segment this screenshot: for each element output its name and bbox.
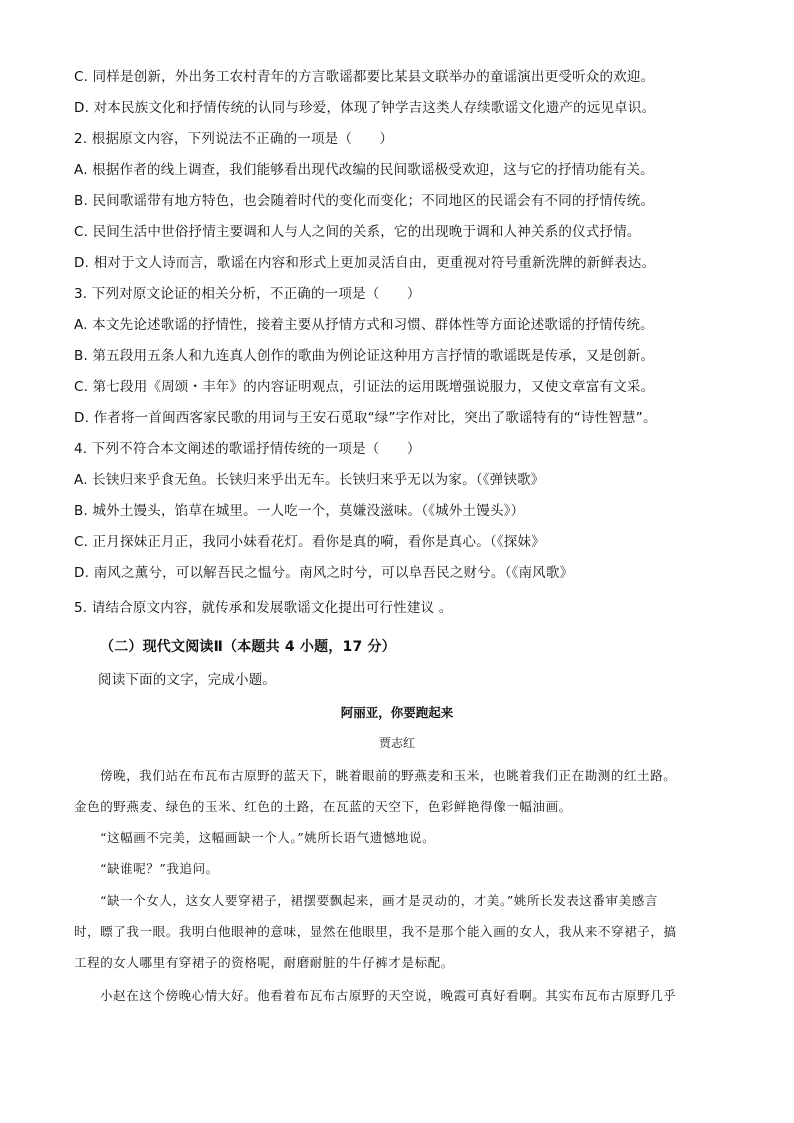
story-paragraph-1-line-2: 金色的野燕麦、绿色的玉米、红色的土路，在瓦蓝的天空下，色彩鲜艳得像一幅油画。 [74,799,572,814]
section-heading: （二）现代文阅读Ⅱ（本题共 4 小题，17 分） [100,639,396,655]
story-paragraph-4-line-1: “缺一个女人，这女人要穿裙子，裙摆要飘起来，画才是灵动的，才美。”姚所长发表这番审美感言 [100,893,658,908]
story-author: 贾志红 [378,736,415,750]
option-d-q1: D. 对本民族文化和抒情传统的认同与珍爱，体现了钟学吉这类人存续歌谣文化遗产的远见卓识。 [74,100,656,116]
story-paragraph-4-line-2: 时，瞟了我一眼。我明白他眼神的意味，显然在他眼里，我不是那个能入画的女人，我从来不穿裙子，搞 [74,924,677,939]
option-d-q2: D. 相对于文人诗而言，歌谣在内容和形式上更加灵活自由，更重视对符号重新洗牌的新鲜表达。 [74,255,656,271]
option-b-q4: B. 城外土馒头，馅草在城里。一人吃一个，莫嫌没滋味。（《城外土馒头》） [74,503,525,519]
story-title: 阿丽亚，你要跑起来 [340,705,454,720]
story-paragraph-4-line-3: 工程的女人哪里有穿裙子的资格呢，耐磨耐脏的牛仔裤才是标配。 [74,955,454,970]
question-3: 3. 下列对原文论证的相关分析，不正确的一项是（ ） [74,286,421,302]
option-c-q1: C. 同样是创新，外出务工农村青年的方言歌谣都要比某县文联举办的童谣演出更受听众的欢迎。 [74,69,655,85]
story-paragraph-3: “缺谁呢？”我追问。 [100,861,219,876]
option-b-q2: B. 民间歌谣带有地方特色，也会随着时代的变化而变化；不同地区的民谣会有不同的抒情传统。 [74,193,655,209]
option-d-q3: D. 作者将一首闽西客家民歌的用词与王安石觅取“绿”字作对比，突出了歌谣特有的“诗性智慧”。 [74,410,657,426]
option-c-q4: C. 正月探妹正月正，我同小妹看花灯。看你是真的嗬，看你是真心。（《探妹》 [74,534,545,550]
option-a-q2: A. 根据作者的线上调查，我们能够看出现代改编的民间歌谣极受欢迎，这与它的抒情功能有关。 [74,162,654,178]
option-c-q2: C. 民间生活中世俗抒情主要调和人与人之间的关系，它的出现晚于调和人神关系的仪式抒情。 [74,224,641,240]
question-4: 4. 下列不符合本文阐述的歌谣抒情传统的一项是（ ） [74,441,421,457]
option-c-q3: C. 第七段用《周颂・丰年》的内容证明观点，引证法的运用既增强说服力，又使文章富有文采。 [74,379,655,395]
story-paragraph-1-line-1: 傍晚，我们站在布瓦布古原野的蓝天下，眺着眼前的野燕麦和玉米，也眺着我们正在勘测的红土路。 [100,768,677,783]
option-a-q3: A. 本文先论述歌谣的抒情性，接着主要从抒情方式和习惯、群体性等方面论述歌谣的抒情传统。 [74,317,654,333]
option-d-q4: D. 南风之薰兮，可以解吾民之愠兮。南风之时兮，可以阜吾民之财兮。（《南风歌》 [74,565,574,581]
story-paragraph-5-line-1: 小赵在这个傍晚心情大好。他看着布瓦布古原野的天空说，晚霞可真好看啊。其实布瓦布古原野几乎 [100,988,677,1003]
question-2: 2. 根据原文内容，下列说法不正确的一项是（ ） [74,131,394,147]
story-paragraph-2: “这幅画不完美，这幅画缺一个人。”姚所长语气遗憾地说。 [100,830,436,845]
section-instruction: 阅读下面的文字，完成小题。 [98,672,277,688]
option-b-q3: B. 第五段用五条人和九连真人创作的歌曲为例论证这种用方言抒情的歌谣既是传承，又是创新。 [74,348,655,364]
option-a-q4: A. 长铗归来乎食无鱼。长铗归来乎出无车。长铗归来乎无以为家。（《弹铗歌》 [74,472,545,488]
question-5: 5. 请结合原文内容，就传承和发展歌谣文化提出可行性建议 。 [74,600,453,616]
